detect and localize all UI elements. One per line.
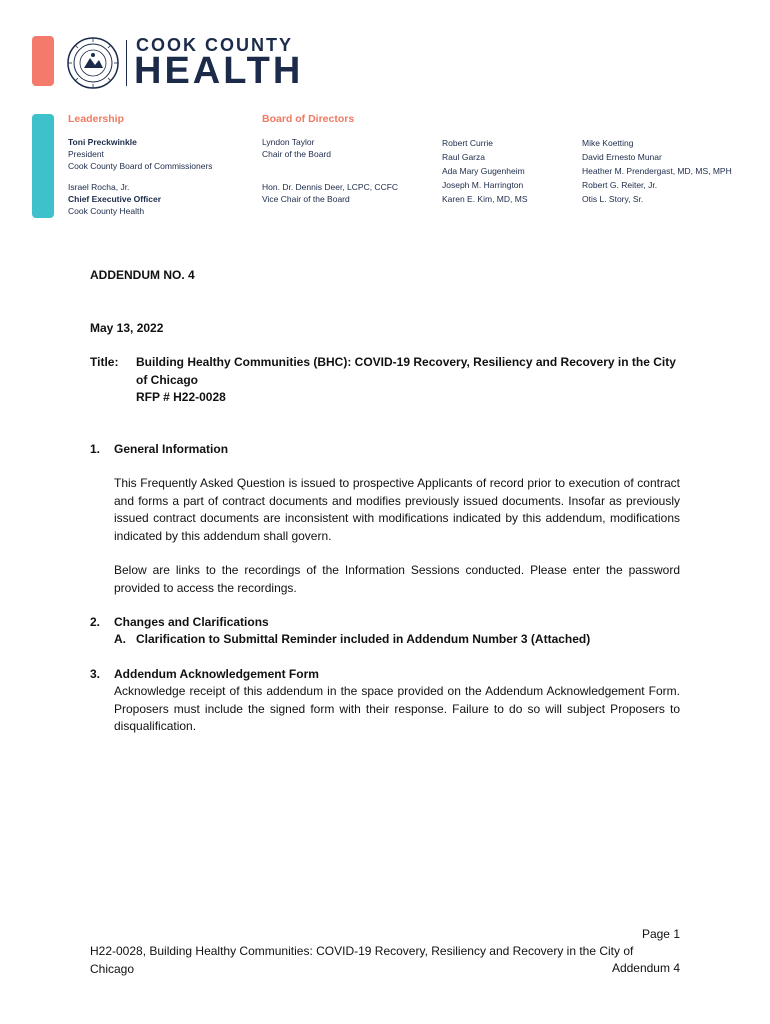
board-member: Mike Koetting — [582, 138, 634, 148]
document-title — [136, 354, 696, 407]
addendum-title: ADDENDUM NO. 4 — [90, 268, 195, 282]
board-role: Vice Chair of the Board — [262, 194, 350, 204]
title-line2: of Chicago — [136, 372, 198, 387]
board-member: Lyndon Taylor — [262, 137, 315, 147]
board-member: Ada Mary Gugenheim — [442, 166, 525, 176]
board-member: Karen E. Kim, MD, MS — [442, 194, 528, 204]
leadership-heading: Leadership — [68, 113, 125, 125]
section-number: 3. — [90, 667, 101, 681]
section-number: 1. — [90, 442, 101, 456]
section-heading: Changes and Clarifications — [114, 615, 269, 629]
section-heading: Addendum Acknowledgement Form — [114, 667, 319, 681]
leader-name: Toni Preckwinkle — [68, 137, 137, 147]
footer-reference: H22-0028, Building Healthy Communities: COVID-19 Recovery, Resiliency and Recovery in the City of Chicago — [90, 944, 634, 976]
subsection-label: A. — [114, 632, 126, 646]
section-paragraph: This Frequently Asked Question is issued to prospective Applicants of record prior to execution of contract and forms a part of contract documents and modifies previously issued documents. Insofar as previously issued contract documents are inconsistent with modifications indicated by this addendum, modifications indicated by this addendum shall govern. — [114, 476, 680, 543]
page-number: Page 1 — [641, 927, 680, 941]
footer-addendum: Addendum 4 — [611, 961, 680, 975]
title-line1: Building Healthy Communities (BHC): COVID-19 Recovery, Resiliency and Recovery in the City — [136, 355, 676, 369]
brand-accent-bar-coral — [32, 36, 54, 86]
board-role: Chair of the Board — [262, 149, 331, 159]
section-paragraph: Acknowledge receipt of this addendum in the space provided on the Addendum Acknowledgement Form. Proposers must include the signed form with their response. Failure to do so will subject Proposers to disqualification. — [114, 684, 680, 733]
section-heading: General Information — [114, 442, 229, 456]
section-number: 2. — [90, 615, 101, 629]
county-seal-icon — [66, 36, 120, 90]
leader-name: Israel Rocha, Jr. — [68, 182, 130, 192]
board-member: David Ernesto Munar — [582, 152, 662, 162]
brand-accent-bar-teal — [32, 114, 54, 218]
subsection-text: Clarification to Submittal Reminder included in Addendum Number 3 (Attached) — [136, 632, 591, 646]
board-member: Robert G. Reiter, Jr. — [582, 180, 658, 190]
board-col1 — [262, 136, 398, 205]
board-member: Robert Currie — [442, 138, 494, 148]
board-col2 — [442, 136, 528, 206]
rfp-number: RFP # H22-0028 — [136, 390, 226, 404]
brand-name-line2: HEALTH — [134, 50, 304, 92]
leader-title: Chief Executive Officer — [68, 194, 162, 204]
leadership-list — [68, 136, 213, 217]
section-paragraph: Below are links to the recordings of the Information Sessions conducted. Please enter the password provided to access the recordings. — [114, 563, 680, 595]
board-member: Heather M. Prendergast, MD, MS, MPH — [582, 166, 732, 176]
leader-org: Cook County Health — [68, 206, 145, 216]
board-member: Raul Garza — [442, 152, 485, 162]
logo-divider — [126, 40, 127, 86]
board-heading: Board of Directors — [262, 113, 355, 125]
brand-name-line1: COOK COUNTY — [136, 35, 293, 55]
board-member: Joseph M. Harrington — [442, 180, 524, 190]
title-label: Title: — [90, 355, 119, 369]
board-member: Otis L. Story, Sr. — [582, 194, 644, 204]
document-date: May 13, 2022 — [90, 321, 164, 335]
leader-title: President — [68, 149, 104, 159]
board-col3 — [582, 136, 732, 206]
board-member: Hon. Dr. Dennis Deer, LCPC, CCFC — [262, 182, 399, 192]
leader-org: Cook County Board of Commissioners — [68, 161, 213, 171]
